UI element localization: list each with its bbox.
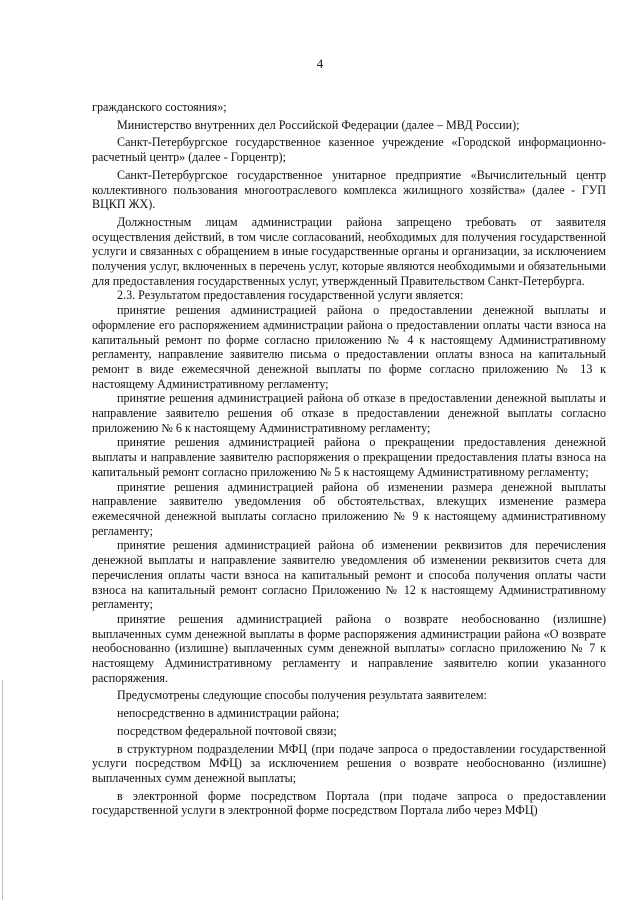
document-body — [92, 100, 606, 818]
paragraph: принятие решения администрацией района об изменении размера денежной выплаты направление заявителю уведомления об обстоятельствах, влекущих изменение размера ежемесячной денежной выплаты согласно приложению № 9 к настоящему административному регламенту; — [92, 479, 606, 538]
paragraph: принятие решения администрацией района о прекращении предоставления денежной выплаты и направление заявителю распоряжения о прекращении предоставления платы взноса на капитальный ремонт согласно приложению № 5 к настоящему Административному регламенту; — [92, 435, 606, 479]
paragraph: посредством федеральной почтовой связи; — [117, 723, 337, 738]
paragraph: гражданского состояния»; — [92, 100, 227, 114]
paragraph: принятие решения администрацией района о предоставлении денежной выплаты и оформление его распоряжением администрации района о предоставлении оплаты части взноса на капитальный ремонт по форме согласно приложению № 4 к настоящему Административному регламенту, направление заявителю письма о предоставлении оплаты взноса на капитальный ремонт в виде ежемесячной денежной выплаты по форме согласно приложению № 13 к настоящему Административному регламенту; — [92, 303, 606, 391]
paragraph: Министерство внутренних дел Российской Федерации (далее – МВД России); — [117, 117, 520, 132]
paragraph: принятие решения администрацией района о возврате необоснованно (излишне) выплаченных сумм денежной выплаты в форме распоряжения администрации района «О возврате необоснованно (излишне) выплаченных сумм денежной выплаты» согласно приложению № 7 к настоящему Административному регламенту и направление заявителю копии указанного распоряжения. — [92, 611, 606, 685]
page-number: 4 — [316, 56, 324, 71]
paragraph: принятие решения администрацией района об отказе в предоставлении денежной выплаты и направление заявителю решения об отказе в предоставлении денежной выплаты согласно приложению № 6 к настоящему Административному регламенту; — [92, 391, 606, 435]
scan-edge-line — [2, 680, 3, 900]
paragraph: Предусмотрены следующие способы получения результата заявителем: — [117, 688, 487, 703]
paragraph: непосредственно в администрации района; — [117, 706, 340, 721]
paragraph: 2.3. Результатом предоставления государственной услуги является: — [117, 288, 464, 303]
paragraph: в структурном подразделении МФЦ (при подаче запроса о предоставлении государственной услуги посредством МФЦ) за исключением решения о возврате необоснованно (излишне) выплаченных сумм денежной выплаты; — [92, 741, 606, 785]
paragraph: Санкт-Петербургское государственное унитарное предприятие «Вычислительный центр коллективного пользования многоотраслевого комплекса жилищного хозяйства» (далее - ГУП ВЦКП ЖХ). — [92, 167, 606, 212]
paragraph: Должностным лицам администрации района запрещено требовать от заявителя осуществления действий, в том числе согласований, необходимых для получения государственной услуги и связанных с обращением в иные государственные органы и организации, за исключением получения услуг, включенных в перечень услуг, которые являются необходимыми и обязательными для предоставления государственных услуг, утвержденный Правительством Санкт-Петербурга. — [92, 214, 606, 288]
paragraph: в электронной форме посредством Портала (при подаче запроса о предоставлении государственной услуги в электронной форме посредством Портала либо через МФЦ) — [92, 788, 606, 818]
paragraph: принятие решения администрацией района об изменении реквизитов для перечисления денежной выплаты и направление заявителю уведомления об изменении реквизитов счета для перечисления оплаты части взноса на капитальный ремонт и способа получения оплаты части взноса на капитальный ремонт согласно Приложению № 12 к настоящему Административному регламенту; — [92, 538, 606, 612]
paragraph: Санкт-Петербургское государственное казенное учреждение «Городской информационно-расчетный центр» (далее - Горцентр); — [92, 135, 606, 165]
